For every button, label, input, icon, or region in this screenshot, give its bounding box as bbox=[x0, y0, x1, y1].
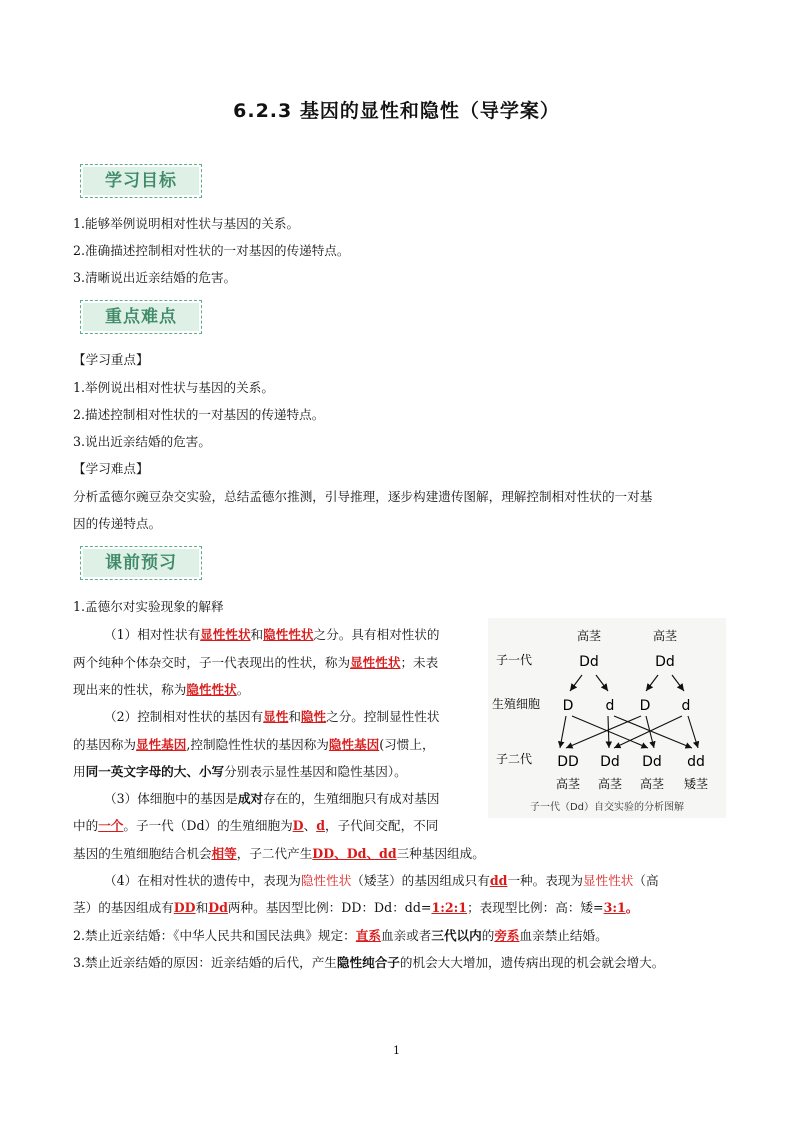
item3-line: 3.禁止近亲结婚的原因：近亲结婚的后代，产生隐性纯合子的机会大大增加，遗传病出现的机会就会增大。 bbox=[73, 955, 665, 970]
f2-genotype: Dd bbox=[600, 754, 620, 770]
para1-line2: 两个纯种个体杂交时，子一代表现出的性状，称为显性性状；未表 bbox=[73, 655, 439, 670]
gamete: d bbox=[681, 698, 691, 714]
page-number: 1 bbox=[393, 1044, 400, 1057]
arrow-line bbox=[572, 716, 648, 748]
item2-line: 2.禁止近亲结婚：《中华人民共和国民法典》规定：直系血亲或者三代以内的旁系血亲禁止结婚。 bbox=[73, 928, 608, 943]
section-banner-label: 重点难点 bbox=[105, 307, 177, 327]
goal-line: 2.准确描述控制相对性状的一对基因的传递特点。 bbox=[73, 243, 350, 258]
goal-line: 1.能够举例说明相对性状与基因的关系。 bbox=[73, 216, 300, 231]
row-label-gamete: 生殖细胞 bbox=[492, 697, 541, 711]
diagram-caption: 子一代（Dd）自交实验的分析图解 bbox=[529, 802, 685, 813]
section-banner-label: 课前预习 bbox=[105, 553, 177, 573]
genetic-cross-diagram bbox=[488, 618, 726, 818]
arrow-line bbox=[614, 716, 682, 748]
section-banner-goals bbox=[80, 164, 202, 198]
para4-line1: （4）在相对性状的遗传中，表现为隐性性状（矮茎）的基因组成只有dd一种。表现为显性性状（高 bbox=[104, 873, 659, 888]
gamete: D bbox=[639, 698, 651, 714]
f2-phenotype: 矮茎 bbox=[683, 777, 709, 791]
section-banner-preview bbox=[80, 546, 202, 580]
f2-genotype: dd bbox=[687, 754, 705, 770]
arrow-line bbox=[608, 716, 609, 748]
para1-line1: （1）相对性状有显性性状和隐性性状之分。具有相对性状的 bbox=[104, 627, 440, 642]
f2-phenotype: 高茎 bbox=[639, 777, 665, 791]
para4-line2: 茎）的基因组成有DD和Dd两种。基因型比例：DD：Dd：dd=1:2:1；表现型比例：高：矮=3:1。 bbox=[73, 900, 639, 915]
gamete: d bbox=[605, 698, 615, 714]
focus-line: 3.说出近亲结婚的危害。 bbox=[73, 434, 211, 449]
arrow-line bbox=[596, 675, 608, 691]
arrow-line bbox=[570, 675, 582, 691]
para3-line2: 中的一个。子一代（Dd）的生殖细胞为D、d，子代间交配，不同 bbox=[73, 818, 439, 833]
arrow-line bbox=[672, 675, 684, 691]
f2-phenotype: 高茎 bbox=[555, 777, 581, 791]
arrow-line bbox=[566, 716, 641, 748]
para2-line2: 的基因称为显性基因,控制隐性性状的基因称为隐性基因(习惯上， bbox=[73, 737, 435, 752]
difficulty-line: 分析孟德尔豌豆杂交实验，总结孟德尔推测，引导推理，逐步构建遗传图解，理解控制相对性状的一对基 bbox=[73, 489, 653, 504]
para3-line1: （3）体细胞中的基因是成对存在的，生殖细胞只有成对基因 bbox=[104, 791, 440, 806]
page-title: 6.2.3 基因的显性和隐性（导学案） bbox=[233, 100, 560, 122]
f2-genotype: Dd bbox=[642, 754, 662, 770]
parent1-phenotype: 高茎 bbox=[576, 629, 602, 643]
focus-line: 1.举例说出相对性状与基因的关系。 bbox=[73, 380, 274, 395]
arrow-line bbox=[560, 716, 566, 748]
goal-line: 3.清晰说出近亲结婚的危害。 bbox=[73, 270, 237, 285]
f2-phenotype: 高茎 bbox=[597, 777, 623, 791]
gamete: D bbox=[562, 698, 574, 714]
para1-line3: 现出来的性状，称为隐性性状。 bbox=[73, 682, 250, 697]
preview-heading: 1.孟德尔对实验现象的解释 bbox=[73, 599, 224, 614]
parent1-genotype: Dd bbox=[579, 654, 599, 670]
arrow-line bbox=[646, 675, 658, 691]
row-label-f1: 子一代 bbox=[496, 653, 533, 667]
para3-line3: 基因的生殖细胞结合机会相等，子二代产生DD、Dd、dd三种基因组成。 bbox=[73, 846, 485, 861]
focus-heading: 【学习重点】 bbox=[73, 352, 149, 367]
difficulty-heading: 【学习难点】 bbox=[73, 461, 149, 476]
f2-genotype: DD bbox=[557, 754, 579, 770]
row-label-f2: 子二代 bbox=[496, 752, 533, 766]
arrow-line bbox=[688, 716, 698, 748]
section-banner-label: 学习目标 bbox=[105, 171, 177, 191]
para2-line3: 用同一英文字母的大、小写分别表示显性基因和隐性基因）。 bbox=[73, 764, 407, 779]
parent2-genotype: Dd bbox=[655, 654, 675, 670]
para2-line1: （2）控制相对性状的基因有显性和隐性之分。控制显性性状 bbox=[104, 709, 440, 724]
difficulty-line: 因的传递特点。 bbox=[73, 516, 162, 531]
parent2-phenotype: 高茎 bbox=[652, 629, 678, 643]
focus-line: 2.描述控制相对性状的一对基因的传递特点。 bbox=[73, 407, 325, 422]
section-banner-key bbox=[80, 300, 202, 334]
